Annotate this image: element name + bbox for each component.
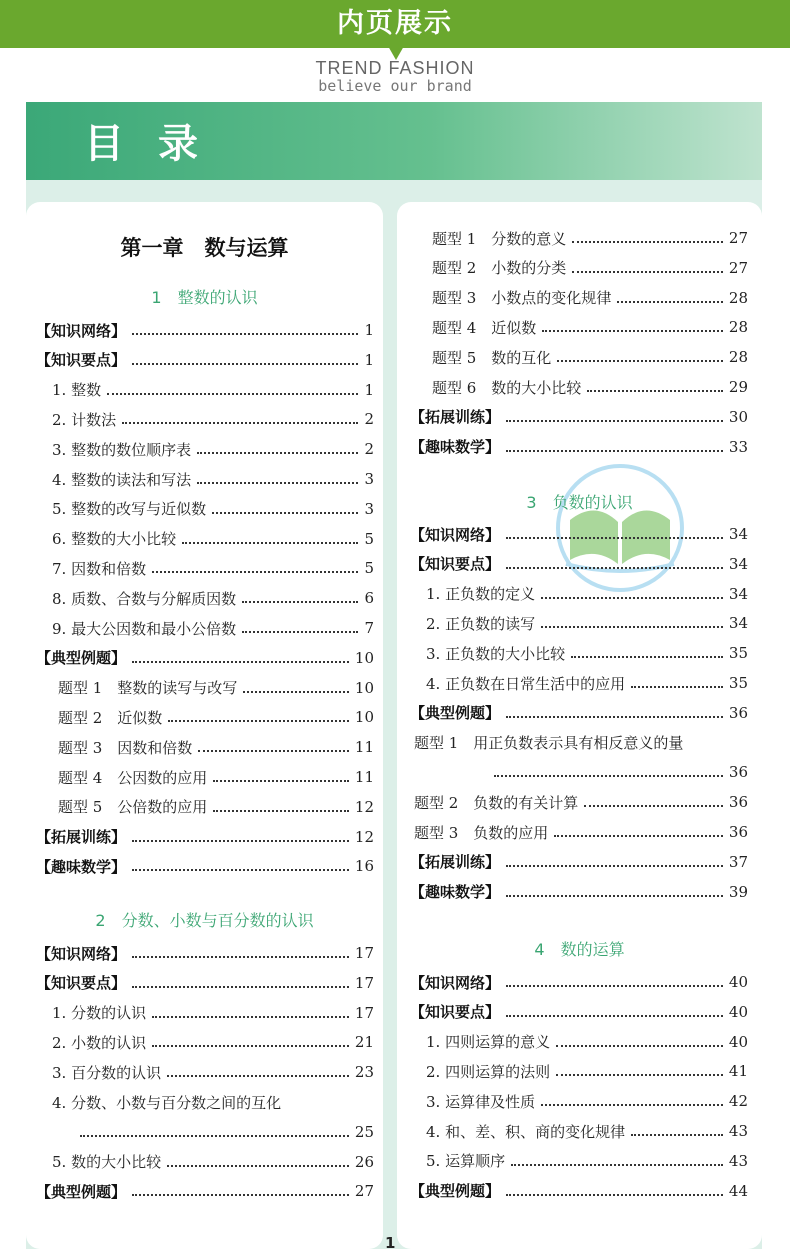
toc-entry (36, 1179, 374, 1203)
toc-entry (36, 941, 374, 965)
toc-entry-title: 题型 6 数的大小比较 (432, 378, 582, 397)
toc-entry (432, 345, 748, 369)
toc-entry (410, 435, 748, 459)
toc-entry (410, 405, 748, 429)
toc-entry-title: 6. 整数的大小比较 (52, 530, 177, 549)
dot-leader (132, 1194, 349, 1196)
toc-entry (414, 731, 748, 755)
dot-leader (541, 1104, 723, 1106)
toc-entry (410, 522, 748, 546)
dot-leader (506, 895, 723, 897)
toc-entry-title: 1. 四则运算的意义 (426, 1033, 551, 1052)
toc-entry (36, 825, 374, 849)
toc-page-number: 39 (728, 882, 748, 901)
toc-entry-title: 题型 4 公因数的应用 (58, 768, 208, 787)
toc-page-number: 21 (354, 1033, 374, 1052)
dot-leader (506, 420, 723, 422)
toc-page-number: 10 (354, 678, 374, 697)
toc-entry (410, 880, 748, 904)
toc-entry-title: 题型 2 负数的有关计算 (414, 793, 579, 812)
toc-page-number: 34 (728, 584, 748, 603)
toc-entry (58, 705, 374, 729)
toc-entry-title: 题型 3 小数点的变化规律 (432, 289, 612, 308)
dot-leader (242, 631, 358, 633)
toc-page-number: 33 (728, 437, 748, 456)
toc-page-number: 28 (728, 288, 748, 307)
dot-leader (587, 390, 723, 392)
toc-entry (410, 970, 748, 994)
toc-page-number: 3 (364, 470, 374, 488)
toc-entry-title: 【知识网络】 (410, 973, 501, 992)
toc-entry-title: 题型 5 数的互化 (432, 348, 552, 367)
section-heading-3: 3 负数的认识 (526, 493, 633, 512)
dot-leader (197, 452, 358, 454)
toc-entry (52, 556, 374, 580)
toc-entry (432, 315, 748, 339)
toc-entry (432, 286, 748, 310)
toc-entry-title: 9. 最大公因数和最小公倍数 (52, 619, 237, 638)
banner-title: 内页展示 (337, 8, 453, 39)
section-heading-4: 4 数的运算 (534, 940, 625, 959)
toc-page-number: 17 (354, 944, 374, 962)
toc-entry-title: 题型 3 负数的应用 (414, 823, 549, 842)
dot-leader (167, 1075, 349, 1077)
dot-leader (122, 422, 358, 424)
toc-entry (52, 378, 374, 402)
tagline-primary: TREND FASHION (315, 58, 475, 78)
toc-entry-title: 【知识要点】 (410, 1003, 501, 1022)
toc-entry-title: 题型 1 分数的意义 (432, 229, 567, 248)
toc-entry-title: 8. 质数、合数与分解质因数 (52, 589, 237, 608)
toc-entry-title: 【拓展训练】 (410, 408, 501, 427)
toc-page-number: 10 (354, 708, 374, 727)
dot-leader (152, 1045, 349, 1047)
toc-page-number: 2 (364, 410, 374, 429)
toc-entry-title: 题型 1 整数的读写与改写 (58, 679, 238, 698)
toc-page-number: 42 (728, 1092, 748, 1111)
section-heading-1: 1 整数的认识 (151, 288, 258, 307)
dot-leader (152, 571, 358, 573)
toc-page-number: 27 (728, 258, 748, 277)
toc-page-number: 29 (728, 378, 748, 396)
toc-entry (426, 582, 748, 606)
dot-leader (506, 567, 723, 569)
toc-entry-title: 3. 运算律及性质 (426, 1092, 536, 1111)
dot-leader (152, 1016, 349, 1018)
toc-entry (52, 1090, 374, 1114)
toc-page-number: 41 (728, 1062, 748, 1081)
toc-title: 目录 (84, 121, 232, 167)
dot-leader (506, 1015, 723, 1017)
dot-leader (132, 661, 349, 663)
toc-page-number: 25 (354, 1122, 374, 1141)
dot-leader (167, 1165, 349, 1167)
toc-entry (488, 760, 748, 784)
toc-page-number: 34 (728, 554, 748, 573)
toc-page-number: 40 (728, 973, 748, 991)
toc-entry (410, 850, 748, 874)
toc-entry (52, 527, 374, 551)
toc-entry (410, 1179, 748, 1203)
toc-page-number: 28 (728, 318, 748, 337)
toc-entry (426, 1059, 748, 1083)
toc-page-number: 34 (728, 525, 748, 543)
toc-page-number: 12 (354, 827, 374, 846)
toc-page-number: 2 (364, 440, 374, 459)
dot-leader (541, 626, 723, 628)
toc-page-number: 26 (354, 1152, 374, 1171)
toc-page-number: 43 (728, 1122, 748, 1140)
toc-entry-title: 【知识网络】 (410, 525, 501, 544)
toc-page-number: 10 (354, 648, 374, 667)
toc-page-number: 6 (364, 589, 374, 608)
dot-leader (631, 686, 723, 688)
toc-entry-title: 【知识网络】 (36, 321, 127, 340)
toc-entry (426, 671, 748, 695)
toc-entry-title: 【知识要点】 (410, 555, 501, 574)
toc-page-number: 44 (728, 1181, 748, 1200)
dot-leader (541, 597, 723, 599)
toc-page-number: 36 (728, 823, 748, 841)
toc-entry-title: 【拓展训练】 (36, 828, 127, 847)
dot-leader (542, 330, 723, 332)
toc-entry (52, 407, 374, 431)
toc-entry-title: 【知识要点】 (36, 974, 127, 993)
dot-leader (631, 1134, 723, 1136)
toc-entry (426, 1149, 748, 1173)
dot-leader (571, 656, 723, 658)
dot-leader (506, 1194, 723, 1196)
toc-entry-title: 【知识网络】 (36, 944, 127, 963)
toc-entry-title: 【知识要点】 (36, 351, 127, 370)
dot-leader (557, 360, 723, 362)
toc-entry-title: 2. 四则运算的法则 (426, 1062, 551, 1081)
toc-entry (36, 348, 374, 372)
toc-page-number: 1 (364, 321, 374, 339)
dot-leader (132, 333, 358, 335)
dot-leader (212, 512, 358, 514)
toc-entry (52, 586, 374, 610)
dot-leader (243, 691, 349, 693)
dot-leader (584, 805, 723, 807)
dot-leader (168, 720, 349, 722)
chapter-title: 第一章 数与运算 (120, 235, 289, 260)
toc-entry-title: 3. 百分数的认识 (52, 1063, 162, 1082)
toc-entry (52, 1150, 374, 1174)
toc-entry-title: 【典型例题】 (410, 704, 501, 723)
dot-leader (182, 542, 358, 544)
toc-page-number: 34 (728, 614, 748, 633)
toc-page-number: 12 (354, 797, 374, 816)
dot-leader (617, 301, 723, 303)
toc-entry (36, 971, 374, 995)
dot-leader (132, 840, 349, 842)
toc-page-number: 35 (728, 674, 748, 692)
section-heading-2: 2 分数、小数与百分数的认识 (95, 911, 314, 930)
toc-entry-title: 题型 5 公倍数的应用 (58, 798, 208, 817)
toc-page-number: 30 (728, 407, 748, 426)
toc-entry (58, 676, 374, 700)
tagline-secondary: believe our brand (318, 77, 472, 95)
toc-entry-title: 2. 计数法 (52, 410, 117, 429)
dot-leader (572, 271, 723, 273)
toc-entry (410, 552, 748, 576)
dot-leader (107, 393, 358, 395)
toc-entry (426, 1030, 748, 1054)
toc-entry-title: 【典型例题】 (410, 1182, 501, 1201)
toc-entry (52, 437, 374, 461)
toc-entry-title: 3. 整数的数位顺序表 (52, 440, 192, 459)
toc-entry (414, 820, 748, 844)
dot-leader (197, 482, 358, 484)
toc-entry-title: 【典型例题】 (36, 1182, 127, 1201)
dot-leader (506, 716, 723, 718)
dot-leader (506, 450, 723, 452)
toc-entry (52, 467, 374, 491)
dot-leader (132, 986, 349, 988)
toc-entry (432, 375, 748, 399)
toc-entry (52, 616, 374, 640)
toc-entry-title: 题型 2 近似数 (58, 708, 163, 727)
toc-entry (432, 256, 748, 280)
dot-leader (572, 241, 723, 243)
toc-entry (52, 497, 374, 521)
toc-entry-title: 4. 和、差、积、商的变化规律 (426, 1122, 626, 1141)
toc-page-number: 43 (728, 1151, 748, 1170)
toc-page-number: 28 (728, 348, 748, 367)
toc-page-number: 1 (364, 350, 374, 369)
toc-page-number: 27 (728, 229, 748, 247)
toc-entry (426, 611, 748, 635)
toc-entry (58, 765, 374, 789)
toc-entry-title: 题型 3 因数和倍数 (58, 738, 193, 757)
toc-entry-title: 3. 正负数的大小比较 (426, 644, 566, 663)
toc-page-number: 3 (364, 499, 374, 518)
toc-page-number: 35 (728, 644, 748, 663)
dot-leader (506, 537, 723, 539)
dot-leader (213, 810, 349, 812)
toc-entry (52, 1030, 374, 1054)
toc-page-number: 16 (354, 857, 374, 876)
toc-entry-title: 题型 4 近似数 (432, 318, 537, 337)
toc-entry (410, 701, 748, 725)
toc-entry-title: 题型 2 小数的分类 (432, 259, 567, 278)
dot-leader (554, 835, 723, 837)
toc-entry (426, 1089, 748, 1113)
toc-page-number: 7 (364, 619, 374, 637)
toc-entry (36, 318, 374, 342)
toc-page-number: 11 (354, 738, 374, 757)
toc-page-number: 36 (728, 763, 748, 782)
toc-entry-title: 【趣味数学】 (410, 438, 501, 457)
toc-entry-title: 4. 整数的读法和写法 (52, 470, 192, 489)
toc-entry (36, 854, 374, 878)
dot-leader (511, 1164, 723, 1166)
toc-entry (432, 226, 748, 250)
toc-entry-title: 【典型例题】 (36, 649, 127, 668)
toc-page-number: 17 (354, 973, 374, 992)
toc-page-number: 37 (728, 852, 748, 871)
toc-page-number: 23 (354, 1063, 374, 1082)
toc-page-number: 11 (354, 768, 374, 786)
toc-entry-title: 【趣味数学】 (36, 857, 127, 876)
toc-page-number: 40 (728, 1002, 748, 1021)
toc-page-number: 5 (364, 529, 374, 548)
toc-page-number: 36 (728, 703, 748, 722)
toc-entry (426, 1119, 748, 1143)
dot-leader (132, 363, 358, 365)
toc-entry (74, 1120, 374, 1144)
toc-entry-title: 1. 正负数的定义 (426, 585, 536, 604)
toc-entry (52, 1001, 374, 1025)
toc-entry (410, 1000, 748, 1024)
toc-entry-title: 4. 正负数在日常生活中的应用 (426, 674, 626, 693)
dot-leader (198, 750, 349, 752)
top-banner (0, 0, 790, 48)
toc-entry-title: 1. 整数 (52, 381, 102, 400)
toc-entry-title: 7. 因数和倍数 (52, 559, 147, 578)
toc-page-number: 5 (364, 559, 374, 578)
toc-page-number: 27 (354, 1182, 374, 1201)
toc-entry (58, 735, 374, 759)
page-number: 1 (385, 1234, 396, 1252)
toc-page-number: 40 (728, 1032, 748, 1051)
toc-page-number: 36 (728, 793, 748, 812)
toc-entry (58, 795, 374, 819)
dot-leader (132, 869, 349, 871)
toc-entry-title: 【趣味数学】 (410, 883, 501, 902)
toc-entry-title: 题型 1 用正负数表示具有相反意义的量 (414, 734, 684, 753)
dot-leader (80, 1135, 349, 1137)
toc-entry-title: 1. 分数的认识 (52, 1004, 147, 1023)
toc-entry (36, 646, 374, 670)
toc-entry-title: 5. 整数的改写与近似数 (52, 500, 207, 519)
dot-leader (242, 601, 358, 603)
toc-entry-title: 【拓展训练】 (410, 853, 501, 872)
dot-leader (506, 865, 723, 867)
dot-leader (506, 985, 723, 987)
toc-entry-title: 2. 小数的认识 (52, 1033, 147, 1052)
toc-page-number: 1 (364, 380, 374, 399)
toc-entry-title: 5. 运算顺序 (426, 1152, 506, 1171)
dot-leader (132, 956, 349, 958)
dot-leader (213, 780, 349, 782)
toc-entry (426, 641, 748, 665)
dot-leader (494, 775, 723, 777)
toc-page-number: 17 (354, 1003, 374, 1022)
dot-leader (556, 1045, 723, 1047)
dot-leader (556, 1074, 723, 1076)
toc-entry (414, 790, 748, 814)
toc-entry-title: 4. 分数、小数与百分数之间的互化 (52, 1093, 282, 1112)
toc-entry (52, 1060, 374, 1084)
toc-entry-title: 5. 数的大小比较 (52, 1153, 162, 1172)
toc-entry-title: 2. 正负数的读写 (426, 614, 536, 633)
